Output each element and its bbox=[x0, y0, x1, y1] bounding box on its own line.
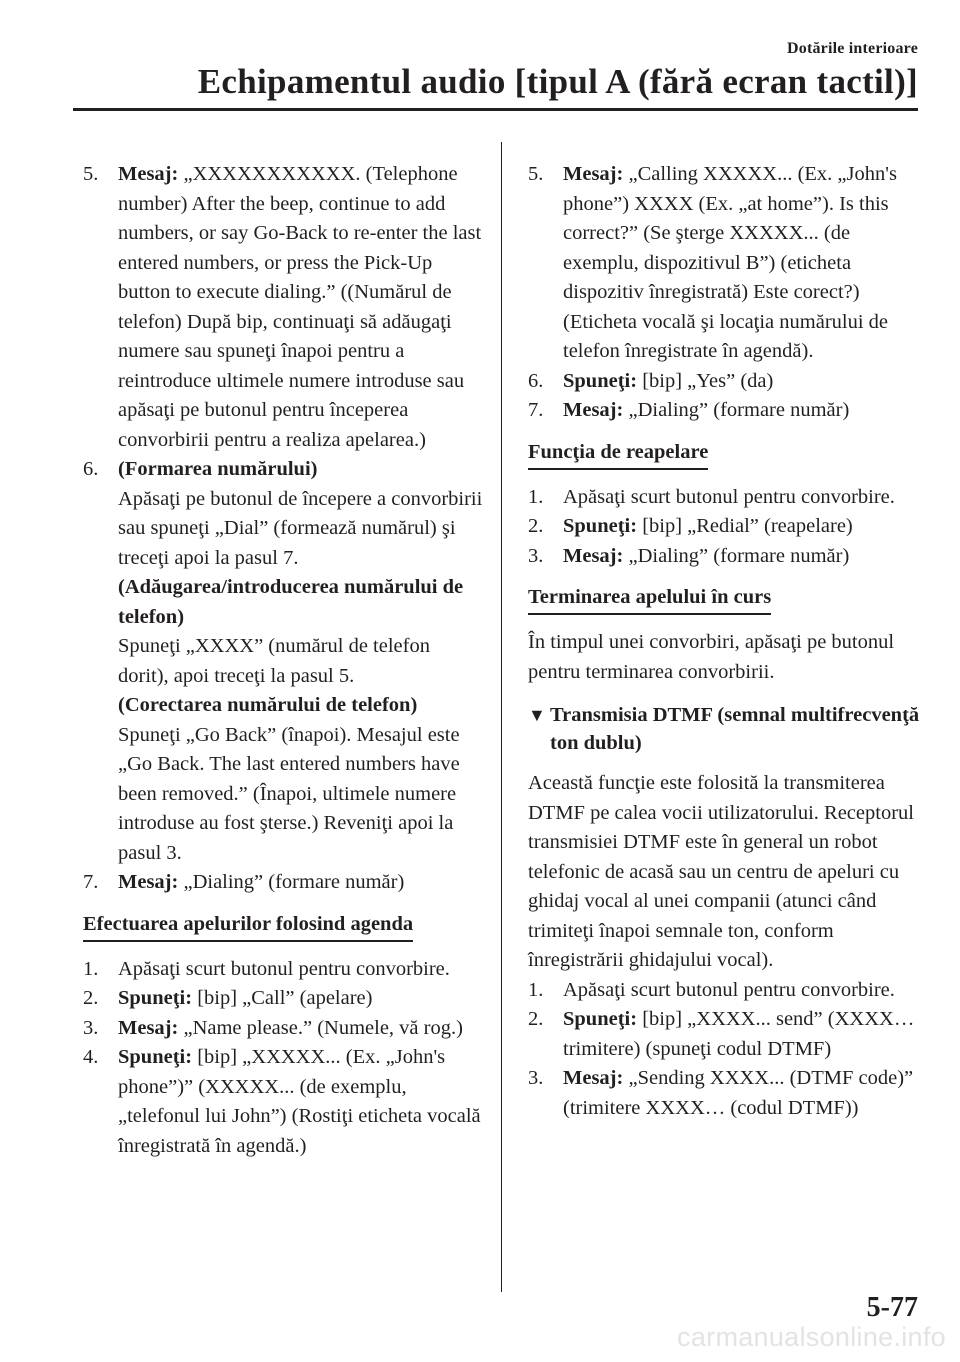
list-item bbox=[528, 1064, 928, 1123]
step-label: Spuneţi: bbox=[118, 987, 193, 1009]
step-number: 4. bbox=[83, 1046, 99, 1068]
step-number: 2. bbox=[528, 1008, 544, 1030]
redial-steps bbox=[528, 483, 928, 572]
section-label: Dotările interioare bbox=[786, 40, 918, 57]
list-item bbox=[528, 160, 928, 367]
step-text: „XXXXXXXXXXX. (Telephone number) After the beep, continue to add numbers, or say Go-Back to re-enter the last entered numbers, or press the Pick-Up button to execute dialing.” ((Numărul de telefon) După bip, continuaţi să adăugaţi numere sau spuneţi înapoi pentru a reintroduce ultimele numere introduse sau apăsaţi pe butonul pentru începerea convorbirii pentru a realiza apelarea.) bbox=[118, 163, 482, 451]
step-number: 2. bbox=[83, 987, 99, 1009]
left-column bbox=[83, 160, 483, 1161]
step-label: Mesaj: bbox=[118, 871, 179, 893]
step-text: „Calling XXXXX... (Ex. „John's phone”) XXXX (Ex. „at home”). Is this correct?” (Se şterge XXXXX... (de exemplu, dispozitivul B”) (eticheta dispozitiv înregistrată) Este corect?) (Eticheta vocală şi locaţia numărului de telefon înregistrate în agendă). bbox=[563, 163, 897, 362]
step-number: 7. bbox=[528, 399, 544, 421]
list-item bbox=[83, 1043, 483, 1161]
step-text: Apăsaţi scurt butonul pentru convorbire. bbox=[563, 978, 895, 1001]
step-label: Mesaj: bbox=[563, 163, 624, 185]
step-number: 5. bbox=[528, 163, 544, 185]
step-number: 3. bbox=[528, 544, 544, 567]
step-text: [bip] „XXXXX... (Ex. „John's phone”)” (XXXXX... (de exemplu, „telefonul lui John”) (Rostiţi eticheta vocală înregistrată în agendă.) bbox=[118, 1046, 481, 1157]
step-5 bbox=[83, 160, 483, 455]
step-number: 3. bbox=[83, 1016, 99, 1039]
dtmf-text: Această funcţie este folosită la transmiterea DTMF pe calea vocii utilizatorului. Receptorul transmisiei DTMF este în general un robot telefonic de acasă sau un centru de apeluri cu ghidaj vocal al unei companii (atunci când trimiteţi înapoi semnale ton, conform înregistrării ghidajului vocal). bbox=[528, 772, 914, 971]
agenda-heading: Efectuarea apelurilor folosind agenda bbox=[83, 911, 413, 942]
step-number: 2. bbox=[528, 515, 544, 537]
step-label: Spuneţi: bbox=[563, 369, 638, 392]
step-label: Mesaj: bbox=[118, 1016, 179, 1039]
step-number: 1. bbox=[528, 485, 544, 508]
list-item bbox=[528, 396, 928, 426]
step-text: [bip] „Yes” (da) bbox=[642, 369, 774, 392]
step-text: „Dialing” (formare număr) bbox=[628, 544, 850, 567]
step-number: 1. bbox=[83, 957, 99, 980]
end-call-heading: Terminarea apelului în curs bbox=[528, 584, 771, 615]
step-6 bbox=[83, 455, 483, 868]
step-text: „Dialing” (formare număr) bbox=[183, 871, 405, 893]
header-rule bbox=[73, 108, 918, 111]
triangle-down-icon: ▼ bbox=[528, 705, 546, 725]
redial-heading: Funcţia de reapelare bbox=[528, 439, 708, 470]
step-label: Mesaj: bbox=[563, 544, 624, 567]
step-text: [bip] „XXXX... send” (XXXX… trimitere) (spuneţi codul DTMF) bbox=[563, 1008, 915, 1060]
step-label: Spuneţi: bbox=[563, 515, 638, 537]
step-text: [bip] „Redial” (reapelare) bbox=[642, 515, 853, 537]
right-column bbox=[528, 160, 928, 1123]
list-item bbox=[83, 1014, 483, 1044]
step-label: Spuneţi: bbox=[563, 1008, 638, 1030]
sub-text-correct: Spuneţi „Go Back” (înapoi). Mesajul este „Go Back. The last entered numbers have been removed.” (Înapoi, ultimele numere introduse au fost şterse.) Reveniţi apoi la pasul 3. bbox=[118, 723, 460, 864]
step-text: „Dialing” (formare număr) bbox=[628, 399, 850, 421]
step-label: Mesaj: bbox=[118, 163, 179, 185]
step-number: 5. bbox=[83, 163, 99, 185]
step-number: 3. bbox=[528, 1067, 544, 1089]
step-label: Spuneţi: bbox=[118, 1046, 193, 1068]
chapter-title: Echipamentul audio [tipul A (fără ecran tactil)] bbox=[197, 62, 918, 101]
list-item bbox=[528, 542, 928, 572]
step-text: „Name please.” (Numele, vă rog.) bbox=[183, 1016, 463, 1039]
list-item bbox=[528, 1005, 928, 1064]
list-item bbox=[528, 976, 928, 1006]
dtmf-heading bbox=[528, 701, 928, 757]
list-item bbox=[83, 984, 483, 1014]
step-text: „Sending XXXX... (DTMF code)” (trimitere XXXX… (codul DTMF)) bbox=[563, 1067, 914, 1119]
page-number: 5-77 bbox=[866, 1292, 918, 1323]
column-divider bbox=[501, 142, 502, 1292]
step-7 bbox=[83, 868, 483, 898]
list-item bbox=[528, 367, 928, 397]
step-number: 6. bbox=[83, 458, 99, 480]
agenda-steps-continued bbox=[528, 160, 928, 426]
step-number: 1. bbox=[528, 978, 544, 1001]
list-item bbox=[83, 955, 483, 985]
sub-heading-add: (Adăugarea/introducerea numărului de telefon) bbox=[118, 576, 464, 628]
list-item bbox=[528, 512, 928, 542]
watermark: carmanualsonline.info bbox=[677, 1322, 946, 1352]
sub-text-dial: Apăsaţi pe butonul de începere a convorbirii sau spuneţi „Dial” (formează numărul) şi treceţi apoi la pasul 7. bbox=[118, 487, 483, 569]
step-label: Mesaj: bbox=[563, 1067, 624, 1089]
step-number: 7. bbox=[83, 871, 99, 893]
step-text: Apăsaţi scurt butonul pentru convorbire. bbox=[118, 957, 450, 980]
end-call-text: În timpul unei convorbiri, apăsaţi pe butonul pentru terminarea convorbirii. bbox=[528, 631, 895, 683]
step-text: [bip] „Call” (apelare) bbox=[197, 987, 373, 1009]
step-label: Mesaj: bbox=[563, 399, 624, 421]
sub-heading-correct: (Corectarea numărului de telefon) bbox=[118, 694, 418, 716]
list-item bbox=[528, 483, 928, 513]
sub-heading-dial: (Formarea numărului) bbox=[118, 458, 318, 480]
sub-text-add: Spuneţi „XXXX” (numărul de telefon dorit), apoi treceţi la pasul 5. bbox=[118, 635, 430, 687]
step-text: Apăsaţi scurt butonul pentru convorbire. bbox=[563, 485, 895, 508]
step-number: 6. bbox=[528, 369, 544, 392]
agenda-steps bbox=[83, 955, 483, 1162]
dtmf-heading-text: Transmisia DTMF (semnal multifrecvenţă ton dublu) bbox=[550, 704, 920, 754]
dtmf-steps bbox=[528, 976, 928, 1124]
